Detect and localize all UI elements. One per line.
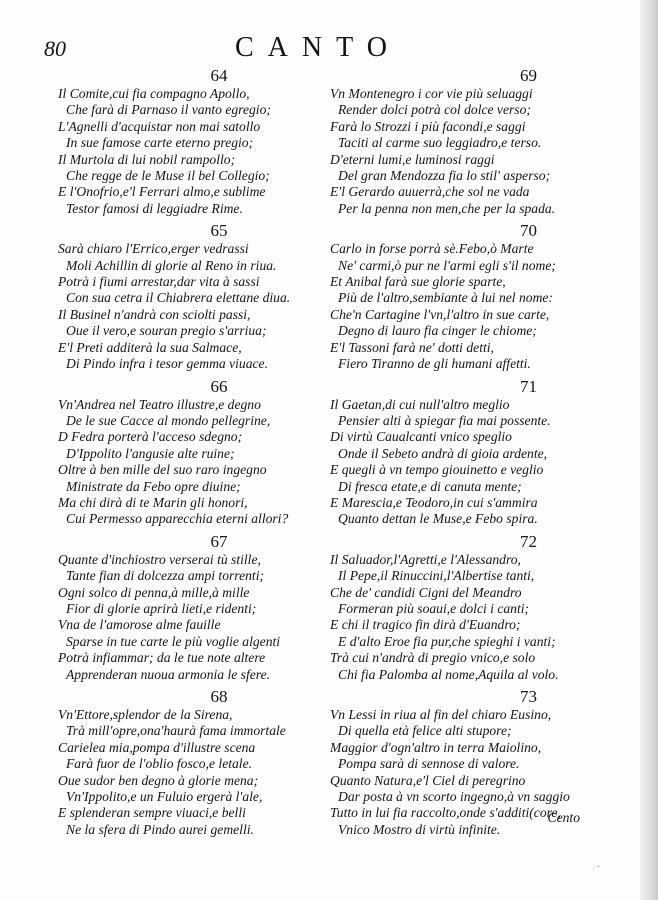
verse-line: Quanto Natura,e'l Ciel di peregrino — [330, 772, 526, 788]
verse-line: E splenderan sempre viuaci,e belli — [58, 805, 246, 821]
verse-line: Potrà infiammar; da le tue note altere — [58, 650, 266, 666]
verse-line: Ne la sfera di Pindo aurei gemelli. — [66, 821, 254, 837]
stanza — [58, 221, 320, 372]
verse-line: Formeran più soaui,e dolci i canti; — [338, 600, 530, 616]
verse-line: Di Pindo infra i tesor gemma viuace. — [66, 356, 268, 372]
stanza — [330, 221, 610, 372]
stanza — [58, 66, 320, 217]
right-column — [330, 66, 610, 842]
verse-line: L'Agnelli d'acquistar non mai satollo — [58, 118, 261, 134]
verse-line: E l'Onofrio,e'l Ferrari almo,e sublime — [58, 184, 266, 200]
stanza — [330, 532, 610, 683]
verse-line: Degno di lauro fia cinger le chiome; — [338, 323, 537, 339]
verse-line: Vn'Ettore,splendor de la Sirena, — [58, 707, 233, 722]
verse-line: Dar posta à vn scorto ingegno,à vn saggio — [338, 789, 570, 805]
verse-line: Ministrate da Febo opre diuine; — [66, 478, 241, 494]
stanza-number: 73 — [520, 687, 537, 706]
verse-line: Del gran Mendozza fia lo stil' asperso; — [338, 168, 551, 184]
verse-line: E d'alto Eroe fia pur,che spieghi i vanti; — [338, 633, 556, 649]
verse-line: Vn'Ippolito,e un Fuluio ergerà l'ale, — [66, 789, 263, 805]
stanza-number: 71 — [520, 376, 537, 396]
verse-line: Il Businel n'andrà con sciolti passi, — [58, 306, 251, 322]
verse-line: Più de l'altro,sembiante à lui nel nome: — [338, 290, 553, 306]
stanza — [58, 377, 320, 528]
verse-line: Che de' candidi Cigni del Meandro — [330, 584, 522, 600]
stanza-number: 70 — [520, 221, 537, 241]
verse-line: Farà lo Strozzi i più facondi,e saggi — [330, 118, 526, 134]
verse-line: Che regge de le Muse il bel Collegio; — [66, 168, 270, 184]
verse-line: E'l Preti additerà la sua Salmace, — [58, 339, 242, 355]
verse-line: D'Ippolito l'angusie alte ruine; — [66, 445, 235, 461]
verse-line: Fiero Tiranno de gli humani affetti. — [338, 356, 531, 372]
verse-line: Di fresca etate,e di canuta mente; — [338, 478, 522, 494]
verse-line: Che'n Cartagine l'vn,l'altro in sue carte, — [330, 306, 550, 322]
verse-line: Trà mill'opre,ona'haurà fama immortale — [66, 723, 286, 739]
verse-line: Quanto dettan le Muse,e Febo spira. — [338, 511, 538, 527]
left-column — [58, 66, 320, 842]
verse-line: Ma chi dirà di te Marin gli honori, — [58, 494, 248, 510]
verse-line: Oltre à ben mille del suo raro ingegno — [58, 462, 267, 478]
verse-line: Apprenderan nuoua armonia le sfere. — [66, 666, 271, 682]
stanza-number: 66 — [210, 376, 228, 396]
verse-line: Pensier alti à spiegar fia mai possente. — [338, 412, 551, 428]
page-edge — [640, 0, 658, 900]
verse-line: Potrà i fiumi arrestar,dar vita à sassi — [58, 274, 260, 290]
verse-line: Pompa sarà di sennose di valore. — [338, 756, 520, 772]
verse-line: Vn Montenegro i cor vie più seluaggi — [330, 86, 533, 101]
verse-line: Con sua cetra il Chiabrera elettane diua. — [66, 290, 291, 306]
verse-line: Taciti al carme suo leggiadro,e terso. — [338, 135, 542, 151]
verse-line: Fior di glorie aprirà lieti,e ridenti; — [66, 600, 257, 616]
verse-line: In sue famose carte eterno pregio; — [66, 135, 254, 151]
verse-line: Chi fia Palomba al nome,Aquila al volo. — [338, 666, 559, 682]
verse-line: Il Murtola di lui nobil rampollo; — [58, 151, 236, 167]
verse-line: Onde il Sebeto andrà di gioia ardente, — [338, 445, 548, 461]
verse-line: E quegli à vn tempo giouinetto e veglio — [330, 462, 544, 478]
verse-line: Ogni solco di penna,à mille,à mille — [58, 584, 250, 600]
verse-line: Cui Permesso apparecchia eterni allori? — [66, 511, 289, 527]
verse-line: Che farà di Parnaso il vanto egregio; — [66, 102, 271, 118]
verse-line: Il Saluador,l'Agretti,e l'Alessandro, — [330, 551, 521, 567]
verse-line: Tutto in lui fia raccolto,onde s'additi(core, — [330, 805, 561, 821]
verse-line: Render dolci potrà col dolce verso; — [338, 102, 531, 118]
verse-line: Testor famosi di leggiadre Rime. — [66, 200, 243, 216]
verse-line: Il Gaetan,di cui null'altro meglio — [330, 396, 510, 412]
verse-line: Il Comite,cui fia compagno Apollo, — [58, 86, 250, 101]
stanza — [58, 532, 320, 683]
verse-line: Farà fuor de l'oblio fosco,e letale. — [66, 756, 253, 772]
verse-line: Sarà chiaro l'Errico,erger vedrassi — [58, 241, 249, 257]
verse-line: Oue sudor ben degno à glorie mena; — [58, 772, 259, 788]
verse-line: Il Pepe,il Rinuccini,l'Albertise tanti, — [338, 568, 535, 584]
verse-line: E chi il tragico fin dirà d'Euandro; — [330, 617, 521, 633]
verse-line: Maggior d'ogn'altro in terra Maiolino, — [330, 739, 542, 755]
verse-line: Et Anibal farà sue glorie sparte, — [330, 274, 506, 290]
stanza-number: 69 — [520, 66, 537, 85]
verse-line: Di virtù Caualcanti vnico speglio — [330, 429, 512, 445]
verse-line: Vn Lessi in riua al fin del chiaro Eusino, — [330, 707, 552, 722]
corner-mark: · — [596, 862, 600, 873]
stanza — [330, 377, 610, 528]
verse-line: Vn'Andrea nel Teatro illustre,e degno — [58, 396, 261, 412]
catchword: Cento — [547, 810, 580, 825]
verse-line: Carielea mia,pompa d'illustre scena — [58, 739, 256, 755]
stanza — [330, 66, 610, 217]
verse-line: Sparse in tue carte le più voglie algenti — [66, 633, 281, 649]
verse-line: Ne' carmi,ò pur ne l'armi egli s'il nome; — [338, 257, 556, 273]
stanza-number: 68 — [210, 687, 228, 706]
verse-line: De le sue Cacce al mondo pellegrine, — [66, 412, 271, 428]
verse-line: Vnico Mostro di virtù infinite. — [338, 821, 501, 837]
verse-line: Di quella età felice alti stupore; — [338, 723, 512, 739]
verse-line: Moli Achillin di glorie al Reno in riua. — [66, 257, 277, 273]
verse-line: E Marescia,e Teodoro,in cui s'ammira — [330, 494, 538, 510]
verse-line: E'l Tassoni farà ne' dotti detti, — [330, 339, 494, 355]
stanza-number: 72 — [520, 531, 537, 551]
stanza-number: 65 — [210, 221, 228, 241]
stanza-number: 67 — [210, 531, 228, 551]
stanza-number: 64 — [210, 66, 228, 85]
verse-line: Carlo in forse porrà sè.Febo,ò Marte — [330, 241, 534, 257]
verse-line: Tante fian di dolcezza ampi torrenti; — [66, 568, 264, 584]
verse-line: Quante d'inchiostro verserai tù stille, — [58, 551, 261, 567]
verse-line: Trà cui n'andrà di pregio vnico,e solo — [330, 650, 536, 666]
verse-line: D'eterni lumi,e luminosi raggi — [330, 151, 495, 167]
verse-line: Vna de l'amorose alme fauille — [58, 617, 221, 633]
stanza — [58, 687, 320, 838]
verse-line: Oue il vero,e souran pregio s'arriua; — [66, 323, 267, 339]
running-head: CANTO — [235, 32, 401, 63]
verse-line: E'l Gerardo auuerrà,che sol ne vada — [330, 184, 530, 200]
verse-line: D Fedra porterà l'acceso sdegno; — [58, 429, 243, 445]
page-number: 80 — [44, 36, 66, 61]
verse-line: Per la penna non men,che per la spada. — [338, 200, 556, 216]
